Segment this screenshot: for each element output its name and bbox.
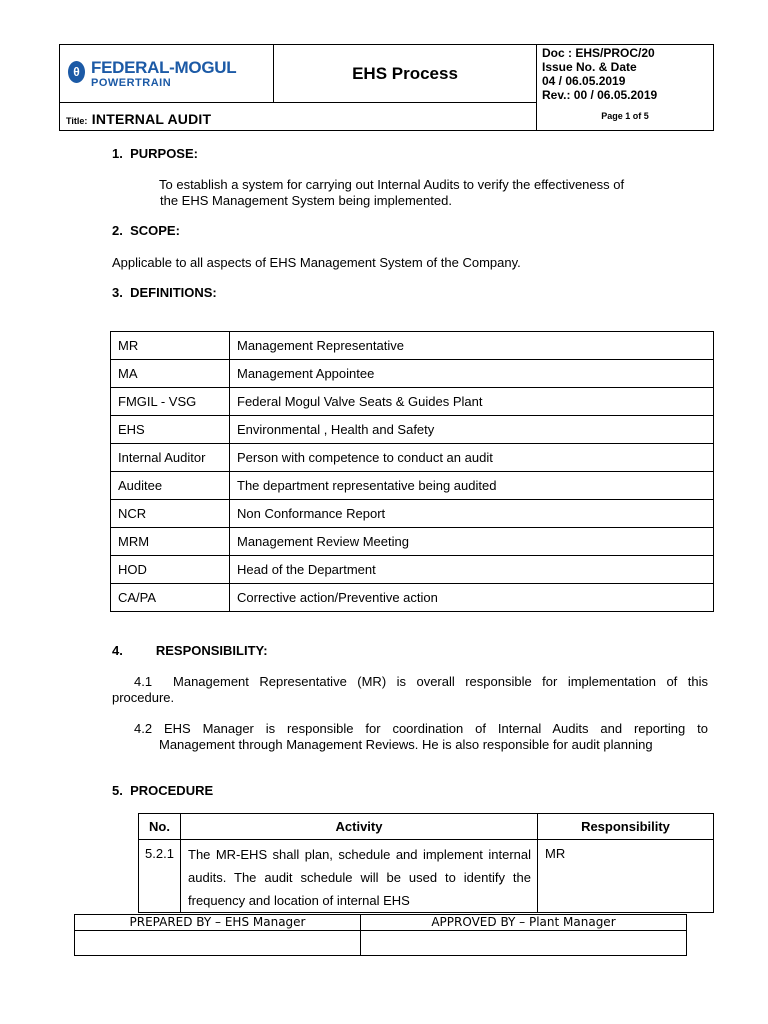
def-meaning: Environmental , Health and Safety: [230, 416, 714, 444]
table-row: [111, 444, 714, 472]
procedure-num: 5.: [112, 783, 123, 798]
purpose-line-2: the EHS Management System being implemented.: [160, 193, 452, 208]
responsibility-item-2: [134, 721, 708, 753]
definitions-num: 3.: [112, 285, 123, 300]
revision: Rev.: 00 / 06.05.2019: [542, 88, 658, 102]
resp-1-line-1: Management Representative (MR) is overall responsible for implementation of this: [173, 674, 708, 689]
document-header: [59, 44, 714, 131]
definitions-table: [110, 331, 714, 612]
purpose-num: 1.: [112, 146, 123, 161]
table-row: [111, 332, 714, 360]
step-number: 5.2.1: [139, 840, 181, 913]
approval-footer: [74, 914, 687, 956]
company-logo: [66, 57, 270, 91]
definitions-heading: [112, 285, 217, 300]
table-row: [111, 416, 714, 444]
doc-info: [537, 45, 713, 103]
table-row: [139, 840, 714, 913]
logo-cell: [60, 45, 274, 103]
title-row: [60, 103, 537, 130]
scope-text: Applicable to all aspects of EHS Management System of the Company.: [112, 255, 521, 270]
purpose-line-1: To establish a system for carrying out Internal Audits to verify the effectiveness of: [159, 177, 625, 192]
responsibility-title: RESPONSIBILITY:: [155, 643, 268, 658]
step-responsibility: MR: [538, 840, 714, 913]
prepared-signature-cell: [75, 931, 361, 955]
logo-sub-text: POWERTRAIN: [91, 77, 172, 89]
def-meaning: Federal Mogul Valve Seats & Guides Plant: [230, 388, 714, 416]
def-term: Internal Auditor: [111, 444, 230, 472]
table-header-row: [139, 814, 714, 840]
table-row: [111, 556, 714, 584]
def-meaning: Management Appointee: [230, 360, 714, 388]
responsibility-item-1: [112, 674, 708, 706]
scope-title: SCOPE:: [130, 223, 180, 238]
def-meaning: Person with competence to conduct an audit: [230, 444, 714, 472]
purpose-title: PURPOSE:: [130, 146, 198, 161]
def-term: Auditee: [111, 472, 230, 500]
purpose-heading: [112, 146, 198, 161]
approved-by: APPROVED BY – Plant Manager: [361, 915, 686, 931]
resp-1-line-2: procedure.: [112, 690, 175, 705]
def-term: MRM: [111, 528, 230, 556]
col-activity: Activity: [181, 814, 538, 840]
def-meaning: Management Review Meeting: [230, 528, 714, 556]
def-term: CA/PA: [111, 584, 230, 612]
def-term: MA: [111, 360, 230, 388]
def-term: EHS: [111, 416, 230, 444]
doc-title: EHS Process: [274, 45, 537, 103]
table-row: [111, 500, 714, 528]
procedure-title: PROCEDURE: [130, 783, 214, 798]
step-activity: The MR-EHS shall plan, schedule and implement internal audits. The audit schedule will be used to identify the frequency and location of internal EHS: [181, 840, 538, 913]
procedure-table: [138, 813, 714, 913]
table-row: [111, 584, 714, 612]
table-row: [111, 360, 714, 388]
scope-heading: [112, 223, 180, 238]
def-meaning: Non Conformance Report: [230, 500, 714, 528]
responsibility-heading: [112, 643, 268, 658]
def-meaning: Management Representative: [230, 332, 714, 360]
def-term: MR: [111, 332, 230, 360]
col-no: No.: [139, 814, 181, 840]
table-row: [111, 528, 714, 556]
responsibility-num: 4.: [112, 643, 123, 658]
resp-2-line-2: Management through Management Reviews. He is also responsible for audit planning: [159, 737, 653, 752]
logo-main-text: FEDERAL-MOGUL: [91, 58, 237, 77]
table-row: [111, 388, 714, 416]
col-responsibility: Responsibility: [538, 814, 714, 840]
procedure-heading: [112, 783, 213, 798]
resp-1-num: 4.1: [134, 674, 153, 689]
definitions-title: DEFINITIONS:: [130, 285, 217, 300]
title-label: Title:: [66, 116, 88, 126]
title-value: INTERNAL AUDIT: [91, 111, 212, 127]
page-number: Page 1 of 5: [601, 111, 649, 121]
purpose-text: [159, 177, 624, 209]
def-term: NCR: [111, 500, 230, 528]
doc-number: Doc : EHS/PROC/20: [542, 46, 655, 60]
def-term: HOD: [111, 556, 230, 584]
table-row: [111, 472, 714, 500]
issue-label: Issue No. & Date: [542, 60, 637, 74]
def-meaning: Corrective action/Preventive action: [230, 584, 714, 612]
resp-2-num: 4.2: [134, 721, 153, 736]
def-meaning: The department representative being audited: [230, 472, 714, 500]
resp-2-line-1: EHS Manager is responsible for coordination of Internal Audits and reporting to: [163, 721, 708, 736]
prepared-by: PREPARED BY – EHS Manager: [75, 915, 361, 931]
scope-num: 2.: [112, 223, 123, 238]
logo-mark-icon: θ: [68, 61, 85, 83]
def-term: FMGIL - VSG: [111, 388, 230, 416]
def-meaning: Head of the Department: [230, 556, 714, 584]
issue-value: 04 / 06.05.2019: [542, 74, 626, 88]
